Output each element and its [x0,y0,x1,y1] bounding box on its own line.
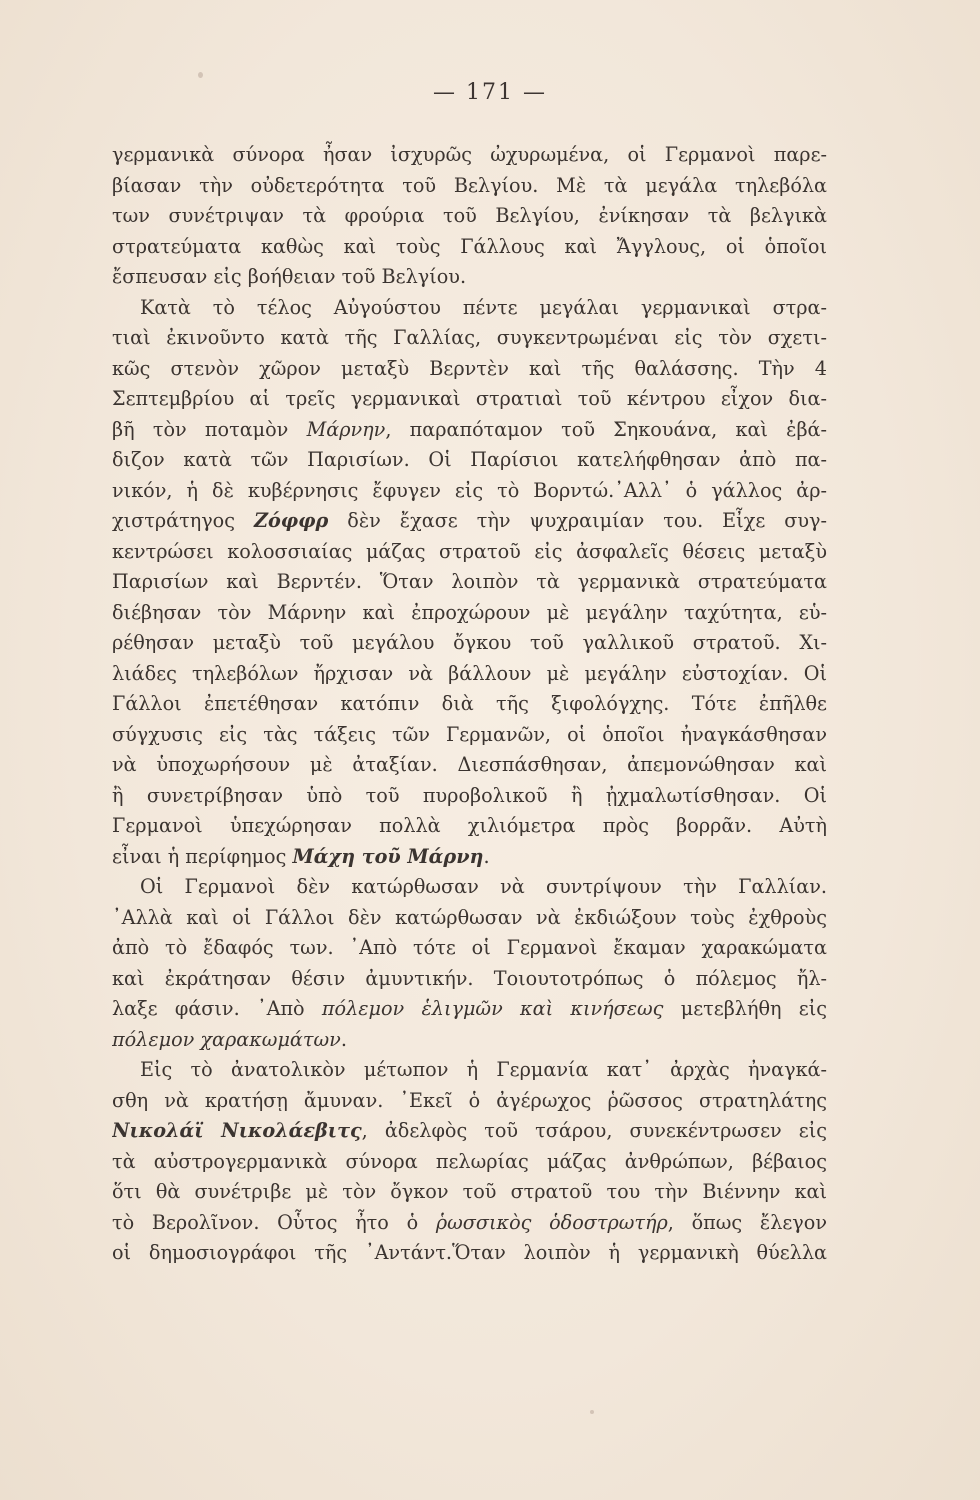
text-line: των συνέτριψαν τὰ φρούρια τοῦ Βελγίου, ἐνίκησαν τὰ βελγικὰ [112,204,827,227]
text-segment: τὸ Βερολῖνον. Οὗτος ἦτο ὁ [112,1210,436,1234]
text-segment: , παραπόταμον τοῦ Σηκουάνα, καὶ ἐβά- [385,417,827,441]
text-segment: , ὅπως ἔλεγον [667,1210,827,1234]
paper-speck [590,1410,594,1414]
text-line: ἔσπευσαν εἰς βοήθειαν τοῦ Βελγίου. [112,265,467,288]
emphasized-text: Μάρνην [306,417,386,441]
text-line: τὰ αὐστρογερμανικὰ σύνορα πελωρίας μάζας ἀνθρώπων, βέβαιος [112,1149,827,1173]
text-line: οἱ δημοσιογράφοι τῆς ᾿Αντάντ.Ὅταν λοιπὸν ἡ γερμανικὴ θύελλα [112,1241,827,1264]
text-line: Σεπτεμβρίου αἱ τρεῖς γερμανικαὶ στρατιαὶ τοῦ κέντρου εἶχον δια- [112,387,827,410]
text-line: στρατεύματα καθὼς καὶ τοὺς Γάλλους καὶ Ἄγγλους, οἱ ὁποῖοι [112,234,827,258]
text-line: Οἱ Γερμανοὶ δὲν κατώρθωσαν νὰ συντρίψουν τὴν Γαλλίαν. [140,875,827,898]
text-segment: , ἀδελφὸς τοῦ τσάρου, συνεκέντρωσεν εἰς [361,1119,827,1142]
text-line: σύγχυσις εἰς τὰς τάξεις τῶν Γερμανῶν, οἱ ὁποῖοι ἠναγκάσθησαν [112,722,827,746]
text-line: Κατὰ τὸ τέλος Αὐγούστου πέντε μεγάλαι γερμανικαὶ στρα- [140,295,827,319]
text-line: λιάδες τηλεβόλων ἤρχισαν νὰ βάλλουν μὲ μεγάλην εὐστοχίαν. Οἱ [112,661,827,685]
text-line: κεντρώσει κολοσσιαίας μάζας στρατοῦ εἰς ἀσφαλεῖς θέσεις μεταξὺ [112,539,827,563]
text-line: κῶς στενὸν χῶρον μεταξὺ Βερντὲν καὶ τῆς θαλάσσης. Τὴν 4 [112,356,827,380]
text-line [112,1208,827,1239]
text-line: σθη νὰ κρατήσῃ ἄμυναν. ᾿Εκεῖ ὁ ἀγέρωχος ῥῶσσος στρατηλάτης [112,1088,827,1112]
text-line: διζον κατὰ τῶν Παρισίων. Οἱ Παρίσιοι κατελήφθησαν ἀπὸ πα- [112,448,827,471]
text-segment: μετεβλήθη εἰς [663,997,827,1020]
text-line: διέβησαν τὸν Μάρνην καὶ ἐπροχώρουν μὲ μεγάλην ταχύτητα, εὑ- [112,600,827,624]
emphasized-text: ῥωσσικὸς ὁδοστρωτήρ [435,1210,668,1234]
emphasized-text: Μάχη τοῦ Μάρνη [292,844,484,868]
text-segment: βῆ τὸν ποταμὸν [112,417,307,441]
text-line: ᾿Αλλὰ καὶ οἱ Γάλλοι δὲν κατώρθωσαν νὰ ἐκδιώξουν τοὺς ἐχθροὺς [112,905,827,929]
text-line: Γερμανοὶ ὑπεχώρησαν πολλὰ χιλιόμετρα πρὸς βορρᾶν. Αὐτὴ [112,814,827,837]
text-line: νικόν, ἡ δὲ κυβέρνησις ἔφυγεν εἰς τὸ Βορντώ.᾿Αλλ᾿ ὁ γάλλος ἀρ- [112,478,827,502]
emphasized-text: Νικολάϊ Νικολάεβιτς [112,1119,362,1142]
text-line: Εἰς τὸ ἀνατολικὸν μέτωπον ἡ Γερμανία κατ᾿ ἀρχὰς ἠναγκά- [140,1058,827,1081]
text-line: ἢ συνετρίβησαν ὑπὸ τοῦ πυροβολικοῦ ἢ ᾐχμαλωτίσθησαν. Οἱ [112,783,827,807]
text-line: Παρισίων καὶ Βερντέν. Ὅταν λοιπὸν τὰ γερμανικὰ στρατεύματα [112,570,827,593]
text-line: καὶ ἐκράτησαν θέσιν ἀμυντικήν. Τοιουτοτρόπως ὁ πόλεμος ἤλ- [112,966,827,990]
text-line [112,994,827,1025]
text-segment: . [483,844,490,868]
text-line [112,415,827,446]
emphasized-text: πόλεμον χαρακωμάτων [112,1027,341,1051]
text-segment: λαξε φάσιν. ᾿Απὸ [112,997,322,1020]
emphasized-text: πόλεμον ἑλιγμῶν καὶ κινήσεως [321,997,664,1020]
text-segment: . [340,1027,347,1051]
text-line: νὰ ὑποχωρήσουν μὲ ἀταξίαν. Διεσπάσθησαν, ἀπεμονώθησαν καὶ [112,753,827,776]
text-line [112,506,827,537]
text-line [112,1116,827,1147]
text-line: ὅτι θὰ συνέτριβε μὲ τὸν ὄγκον τοῦ στρατοῦ του τὴν Βιέννην καὶ [112,1180,827,1203]
text-line [112,1025,827,1056]
text-line: ἀπὸ τὸ ἔδαφός των. ᾿Απὸ τότε οἱ Γερμανοὶ ἔκαμαν χαρακώματα [112,936,827,959]
emphasized-text: Ζόφφρ [253,509,329,532]
text-segment: δὲν ἔχασε τὴν ψυχραιμίαν του. Εἶχε συγ- [328,509,827,532]
text-line: βίασαν τὴν οὐδετερότητα τοῦ Βελγίου. Μὲ τὰ μεγάλα τηλεβόλα [112,173,827,197]
text-line: τιαὶ ἐκινοῦντο κατὰ τῆς Γαλλίας, συγκεντρωμέναι εἰς τὸν σχετι- [112,326,827,349]
body-text [112,140,827,1269]
text-segment: χιστράτηγος [112,509,254,532]
text-line: γερμανικὰ σύνορα ἦσαν ἰσχυρῶς ὠχυρωμένα, οἱ Γερμανοὶ παρε- [112,143,827,166]
page-number: — 171 — [433,80,547,105]
paper-speck [198,72,203,78]
text-line: Γάλλοι ἐπετέθησαν κατόπιν διὰ τῆς ξιφολόγχης. Τότε ἐπῆλθε [112,692,827,715]
text-line: ρέθησαν μεταξὺ τοῦ μεγάλου ὄγκου τοῦ γαλλικοῦ στρατοῦ. Χι- [112,631,827,654]
text-segment: εἶναι ἡ περίφημος [112,844,293,868]
text-line [112,842,827,873]
